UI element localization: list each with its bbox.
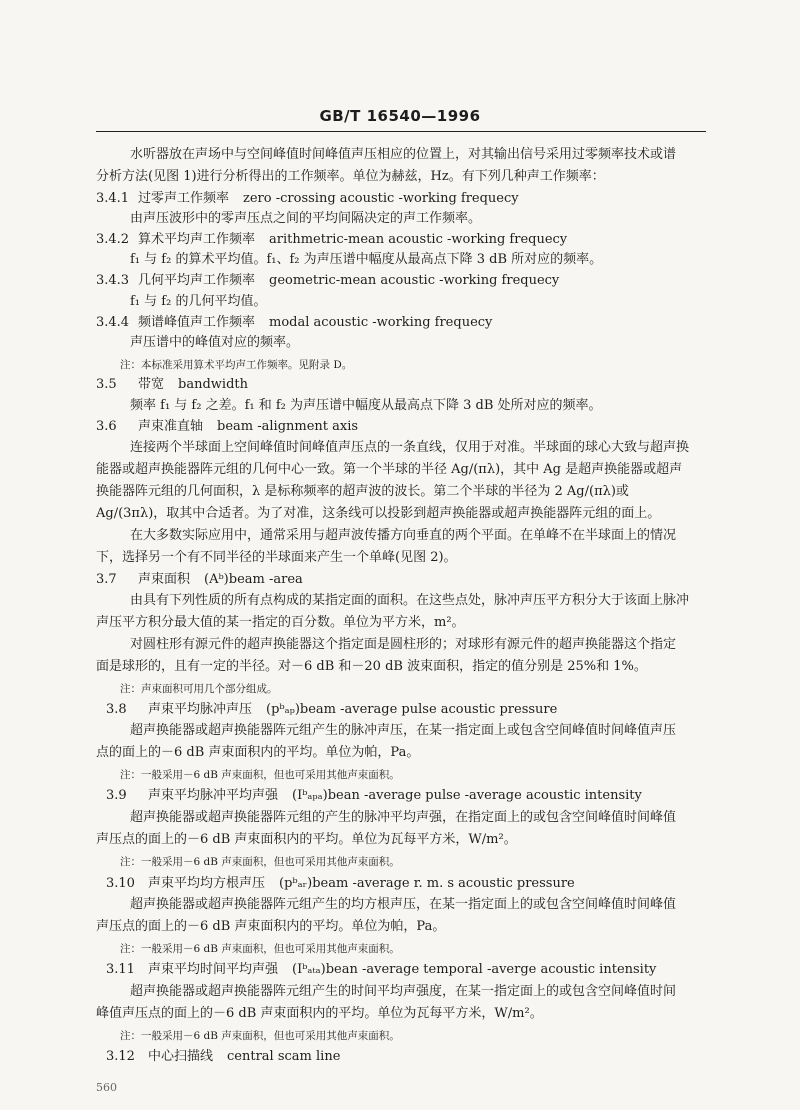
section-title: 声束平均脉冲声压	[148, 702, 253, 717]
section-3-7	[96, 571, 706, 589]
section-english: bandwidth	[178, 377, 248, 392]
section-number: 3.9	[106, 788, 127, 803]
section-body: 换能器阵元组的几何面积，λ 是标称频率的超声波的波长。第二个半球的半径为 2 Ag/(πλ)或	[96, 484, 629, 499]
section-body: 点的面上的－6 dB 声束面积内的平均。单位为帕，Pa。	[96, 745, 420, 760]
note: 注：一般采用－6 dB 声束面积，但也可采用其他声束面积。	[120, 1030, 400, 1042]
section-body: 声压平方积分最大值的某一指定的百分数。单位为平方米，m²。	[96, 615, 465, 630]
section-body: 由具有下列性质的所有点构成的某指定面的面积。在这些点处，脉冲声压平方积分大于该面上脉冲	[130, 593, 690, 608]
section-body: 声压点的面上的－6 dB 声束面积内的平均。单位为帕，Pa。	[96, 919, 446, 934]
note: 注：一般采用－6 dB 声束面积，但也可采用其他声束面积。	[120, 943, 400, 955]
section-body: 由声压波形中的零声压点之间的平均间隔决定的声工作频率。	[130, 211, 482, 226]
section-3-9	[106, 787, 706, 805]
intro-line: 水听器放在声场中与空间峰值时间峰值声压相应的位置上，对其输出信号采用过零频率技术或谱	[130, 147, 677, 162]
section-body: Ag/(3πλ)，取其中合适者。为了对准，这条线可以投影到超声换能器或超声换能器阵元组的面上。	[96, 506, 661, 521]
section-3-5	[96, 376, 706, 394]
section-english: beam -average r. m. s acoustic pressure	[312, 876, 575, 891]
section-3-4-4	[96, 314, 706, 332]
section-body: 超声换能器或超声换能器阵元组产生的脉冲声压，在某一指定面上或包含空间峰值时间峰值声压	[130, 723, 677, 738]
section-english: beam -average pulse acoustic pressure	[299, 702, 558, 717]
section-body: 面是球形的，且有一定的半径。对－6 dB 和－20 dB 波束面积，指定的值分别是 25%和 1%。	[96, 659, 647, 674]
section-english: beam -alignment axis	[217, 419, 359, 434]
intro-line: 分析方法(见图 1)进行分析得出的工作频率。单位为赫兹，Hz。有下列几种声工作频率：	[96, 169, 605, 184]
section-number: 3.7	[96, 572, 117, 587]
section-body: 峰值声压点的面上的－6 dB 声束面积内的平均。单位为瓦每平方米，W/m²。	[96, 1006, 543, 1021]
section-title: 声束平均均方根声压	[148, 876, 266, 891]
section-number: 3.6	[96, 419, 117, 434]
section-symbol: (pᵇₐₚ)	[266, 702, 300, 717]
section-number: 3.5	[96, 377, 117, 392]
section-english: arithmetric-mean acoustic -working frequecy	[269, 232, 568, 247]
section-title: 声束面积	[138, 572, 191, 587]
section-title: 带宽	[138, 377, 165, 392]
section-number: 3.12	[106, 1049, 135, 1064]
section-body: 声压点的面上的－6 dB 声束面积内的平均。单位为瓦每平方米，W/m²。	[96, 832, 517, 847]
section-body: 频率 f₁ 与 f₂ 之差。f₁ 和 f₂ 为声压谱中幅度从最高点下降 3 dB 处所对应的频率。	[130, 398, 602, 413]
note: 注：本标准采用算术平均声工作频率。见附录 D。	[120, 359, 353, 371]
section-body: 对圆柱形有源元件的超声换能器这个指定面是圆柱形的；对球形有源元件的超声换能器这个指定	[130, 637, 677, 652]
section-title: 声束平均脉冲平均声强	[148, 788, 279, 803]
section-number: 3.8	[106, 702, 127, 717]
section-number: 3.10	[106, 876, 135, 891]
section-number: 3.11	[106, 962, 135, 977]
section-english: central scam line	[227, 1049, 341, 1064]
section-title: 过零声工作频率	[138, 191, 230, 206]
section-body: 在大多数实际应用中，通常采用与超声波传播方向垂直的两个平面。在单峰不在半球面上的情况	[130, 528, 677, 543]
section-english: bean -average pulse -average acoustic intensity	[327, 788, 642, 803]
section-number: 3.4.2	[96, 232, 130, 247]
page-header: GB/T 16540—1996	[319, 107, 481, 125]
section-number: 3.4.4	[96, 315, 130, 330]
section-body: 超声换能器或超声换能器阵元组产生的时间平均声强度，在某一指定面上的或包含空间峰值时间	[130, 984, 677, 999]
section-3-8	[106, 701, 706, 719]
section-number: 3.4.3	[96, 273, 130, 288]
section-english: beam -area	[228, 572, 303, 587]
section-symbol: (Iᵇₐₜₐ)	[292, 962, 326, 977]
section-body: 能器或超声换能器阵元组的几何中心一致。第一个半球的半径 Ag/(πλ)，其中 Ag 是超声换能器或超声	[96, 462, 683, 477]
section-english: zero -crossing acoustic -working frequecy	[243, 191, 519, 206]
section-title: 频谱峰值声工作频率	[138, 315, 256, 330]
section-body: 超声换能器或超声换能器阵元组产生的均方根声压，在某一指定面上的或包含空间峰值时间峰值	[130, 897, 677, 912]
section-title: 声束平均时间平均声强	[148, 962, 279, 977]
note: 注：一般采用－6 dB 声束面积，但也可采用其他声束面积。	[120, 856, 400, 868]
section-title: 中心扫描线	[148, 1049, 214, 1064]
section-3-6	[96, 418, 706, 436]
note: 注：声束面积可用几个部分组成。	[120, 683, 278, 695]
section-symbol: (Iᵇₐₚₐ)	[292, 788, 328, 803]
section-title: 算术平均声工作频率	[138, 232, 256, 247]
section-number: 3.4.1	[96, 191, 130, 206]
section-3-4-2	[96, 231, 706, 249]
section-body: f₁ 与 f₂ 的算术平均值。f₁、f₂ 为声压谱中幅度从最高点下降 3 dB 所对应的频率。	[130, 252, 603, 267]
section-3-12	[106, 1048, 706, 1066]
header-rule	[96, 131, 706, 132]
section-3-11	[106, 961, 706, 979]
section-title: 几何平均声工作频率	[138, 273, 256, 288]
section-body: 超声换能器或超声换能器阵元组的产生的脉冲平均声强，在指定面上的或包含空间峰值时间峰值	[130, 810, 677, 825]
section-body: 下，选择另一个有不同半径的半球面来产生一个单峰(见图 2)。	[96, 550, 457, 565]
section-3-4-1	[96, 190, 706, 208]
section-english: geometric-mean acoustic -working frequecy	[269, 273, 560, 288]
section-title: 声束准直轴	[138, 419, 204, 434]
section-3-10	[106, 875, 706, 893]
page-number: 560	[96, 1081, 117, 1094]
section-body: 连接两个半球面上空间峰值时间峰值声压点的一条直线，仅用于对准。半球面的球心大致与超声换	[130, 440, 690, 455]
section-3-4-3	[96, 272, 706, 290]
section-english: bean -average temporal -averge acoustic intensity	[325, 962, 657, 977]
section-body: f₁ 与 f₂ 的几何平均值。	[130, 294, 267, 309]
section-english: modal acoustic -working frequecy	[269, 315, 493, 330]
section-symbol: (pᵇₐᵣ)	[279, 876, 313, 891]
note: 注：一般采用－6 dB 声束面积，但也可采用其他声束面积。	[120, 769, 400, 781]
section-symbol: (Aᵇ)	[204, 572, 229, 587]
section-body: 声压谱中的峰值对应的频率。	[130, 335, 300, 350]
